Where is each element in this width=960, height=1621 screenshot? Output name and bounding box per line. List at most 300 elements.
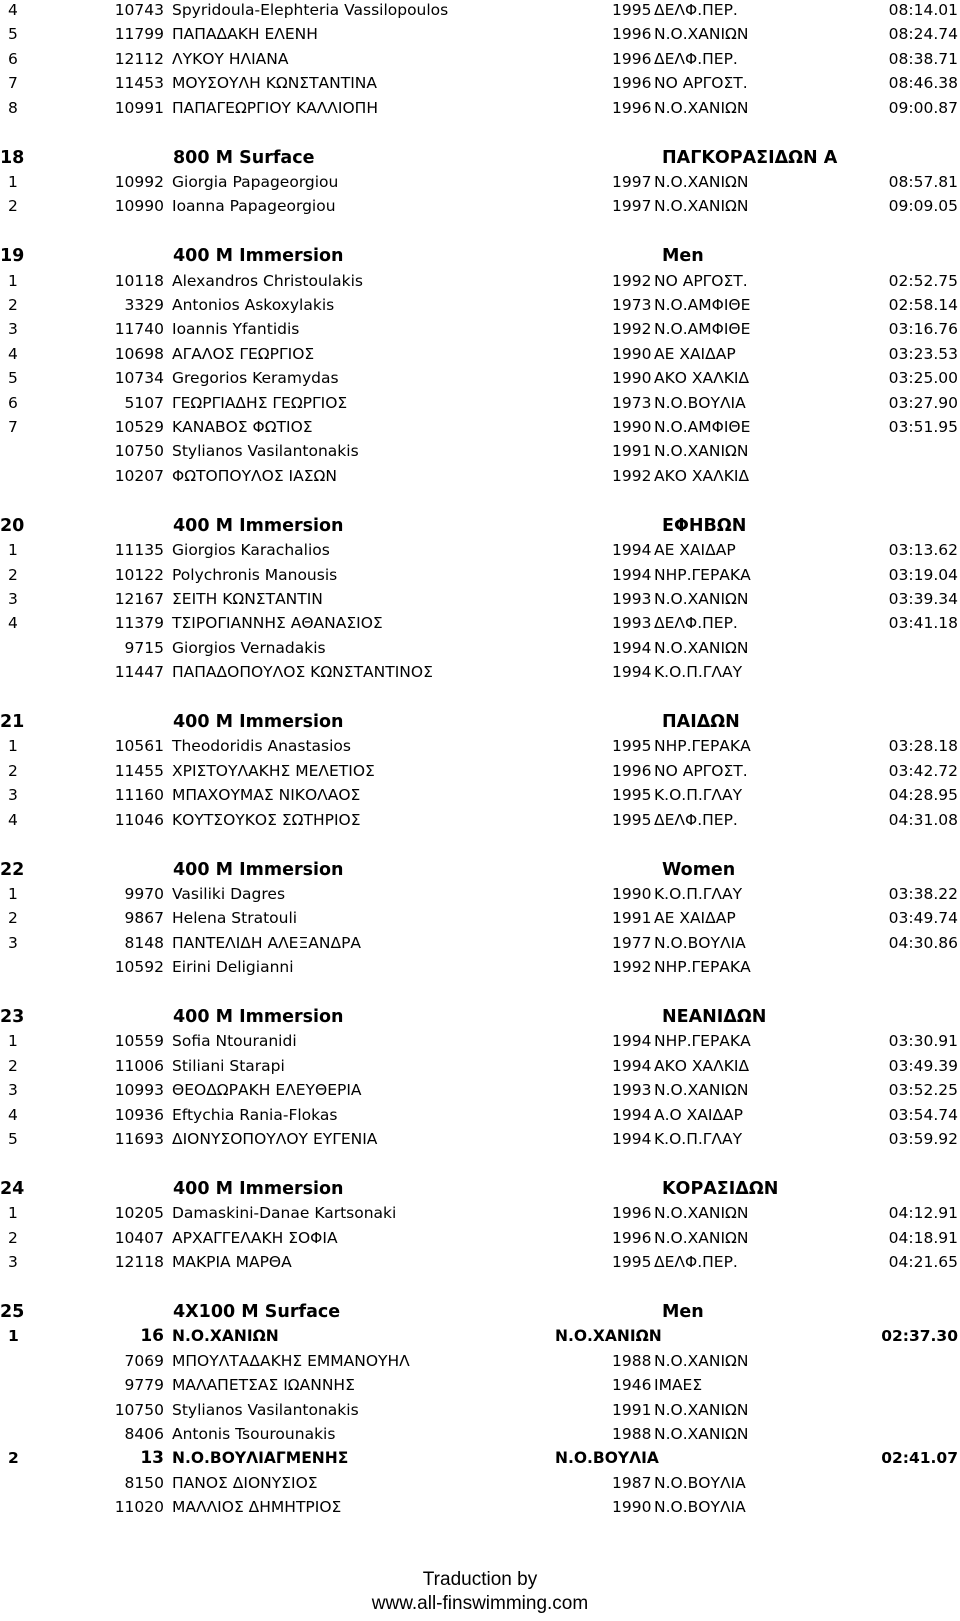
club-name: Ν.Ο.ΒΟΥΛΙΑ bbox=[654, 1498, 746, 1517]
result-time: 03:23.53 bbox=[888, 344, 958, 363]
club-name: ΔΕΛΦ.ΠΕΡ. bbox=[654, 614, 738, 633]
placing: 1 bbox=[8, 271, 18, 290]
birth-year: 1997 bbox=[612, 197, 652, 216]
club-name: ΑΕ ΧΑΙΔΑΡ bbox=[654, 541, 736, 560]
athlete-id: 10118 bbox=[114, 271, 164, 290]
athlete-id: 10990 bbox=[114, 197, 164, 216]
event-category: Men bbox=[662, 1302, 704, 1322]
result-row bbox=[0, 270, 960, 292]
footer bbox=[0, 1568, 960, 1616]
athlete-name: Giorgia Papageorgiou bbox=[172, 172, 339, 191]
birth-year: 1995 bbox=[612, 810, 652, 829]
birth-year: 1990 bbox=[612, 1498, 652, 1517]
result-time: 03:59.92 bbox=[888, 1130, 958, 1148]
club-name: ΔΕΛΦ.ΠΕΡ. bbox=[654, 810, 738, 829]
birth-year: 1995 bbox=[612, 1, 652, 19]
athlete-name: Alexandros Christoulakis bbox=[172, 271, 363, 290]
athlete-name: ΜΑΛΛΙΟΣ ΔΗΜΗΤΡΙΟΣ bbox=[172, 1498, 342, 1517]
club-name: ΝΗΡ.ΓΕΡΑΚΑ bbox=[654, 958, 751, 977]
placing: 8 bbox=[8, 98, 18, 117]
result-time: 03:13.62 bbox=[888, 541, 958, 560]
result-row bbox=[0, 1030, 960, 1052]
athlete-id: 10207 bbox=[114, 466, 164, 485]
club-name: Ν.Ο.ΧΑΝΙΩΝ bbox=[654, 172, 749, 191]
result-row bbox=[0, 1399, 960, 1421]
athlete-id: 12167 bbox=[114, 589, 164, 608]
club-name: ΝΗΡ.ΓΕΡΑΚΑ bbox=[654, 737, 751, 756]
birth-year: 1991 bbox=[612, 1400, 652, 1419]
result-row bbox=[0, 760, 960, 782]
result-row bbox=[0, 171, 960, 193]
result-time: 04:31.08 bbox=[888, 810, 958, 829]
athlete-id: 11135 bbox=[114, 541, 164, 560]
club-name: Α.Ο ΧΑΙΔΑΡ bbox=[654, 1105, 744, 1124]
club-name: Ν.Ο.ΧΑΝΙΩΝ bbox=[654, 197, 749, 216]
athlete-name: ΔΙΟΝΥΣΟΠΟΥΛΟΥ ΕΥΓΕΝΙΑ bbox=[172, 1130, 378, 1148]
club-name: Ν.Ο.ΒΟΥΛΙΑ bbox=[654, 1473, 746, 1492]
athlete-id: 11453 bbox=[114, 74, 164, 93]
athlete-name: Eirini Deligianni bbox=[172, 958, 294, 977]
birth-year: 1987 bbox=[612, 1473, 652, 1492]
event-header bbox=[0, 1301, 960, 1323]
club-name: Ν.Ο.ΧΑΝΙΩΝ bbox=[654, 1351, 749, 1370]
placing: 1 bbox=[8, 172, 18, 191]
athlete-name: Sofia Ntouranidi bbox=[172, 1032, 297, 1051]
athlete-id: 10407 bbox=[114, 1228, 164, 1247]
result-row bbox=[0, 440, 960, 462]
athlete-name: ΜΑΚΡΙΑ ΜΑΡΘΑ bbox=[172, 1253, 292, 1272]
athlete-id: 8148 bbox=[124, 933, 164, 952]
result-row bbox=[0, 97, 960, 119]
event-header bbox=[0, 1006, 960, 1028]
athlete-name: Giorgios Karachalios bbox=[172, 541, 330, 560]
placing: 1 bbox=[8, 1327, 19, 1346]
club-name: ΝΟ ΑΡΓΟΣΤ. bbox=[654, 74, 748, 93]
result-row bbox=[0, 907, 960, 929]
birth-year: 1992 bbox=[612, 320, 652, 339]
result-row bbox=[0, 539, 960, 561]
athlete-id: 10529 bbox=[114, 418, 164, 436]
athlete-id: 8150 bbox=[124, 1473, 164, 1492]
club-name: ΝΗΡ.ΓΕΡΑΚΑ bbox=[654, 1032, 751, 1051]
athlete-name: Ioannis Yfantidis bbox=[172, 320, 300, 339]
birth-year: 1996 bbox=[612, 25, 652, 44]
result-row bbox=[0, 1202, 960, 1224]
placing: 4 bbox=[8, 1, 18, 19]
birth-year: 1994 bbox=[612, 1056, 652, 1075]
athlete-name: ΑΡΧΑΓΓΕΛΑΚΗ ΣΟΦΙΑ bbox=[172, 1228, 338, 1247]
team-time: 02:41.07 bbox=[881, 1449, 958, 1468]
result-row bbox=[0, 1423, 960, 1445]
athlete-name: Antonios Askoxylakis bbox=[172, 296, 335, 314]
team-number: 13 bbox=[140, 1448, 164, 1469]
result-row bbox=[0, 1079, 960, 1101]
result-time: 04:18.91 bbox=[888, 1228, 958, 1247]
result-row bbox=[0, 1350, 960, 1372]
athlete-id: 11693 bbox=[114, 1130, 164, 1148]
birth-year: 1994 bbox=[612, 1130, 652, 1148]
result-time: 09:09.05 bbox=[888, 197, 958, 216]
event-title: 400 M Immersion bbox=[173, 859, 344, 880]
result-row bbox=[0, 956, 960, 978]
placing: 5 bbox=[8, 1130, 18, 1148]
birth-year: 1996 bbox=[612, 761, 652, 780]
placing: 3 bbox=[8, 589, 18, 608]
event-header bbox=[0, 245, 960, 267]
athlete-id: 7069 bbox=[124, 1351, 164, 1370]
birth-year: 1946 bbox=[612, 1376, 652, 1395]
club-name: Ν.Ο.ΧΑΝΙΩΝ bbox=[654, 25, 749, 44]
event-category: ΠΑΙΔΩΝ bbox=[662, 712, 740, 732]
event-title: 400 M Immersion bbox=[173, 1178, 344, 1199]
club-name: Κ.Ο.Π.ΓΛΑΥ bbox=[654, 884, 743, 903]
athlete-id: 10750 bbox=[114, 442, 164, 461]
placing: 5 bbox=[8, 369, 18, 388]
result-time: 03:42.72 bbox=[888, 761, 958, 780]
athlete-name: ΓΕΩΡΓΙΑΔΗΣ ΓΕΩΡΓΙΟΣ bbox=[172, 393, 348, 412]
birth-year: 1973 bbox=[612, 296, 652, 314]
result-row bbox=[0, 883, 960, 905]
athlete-id: 11379 bbox=[114, 614, 164, 633]
relay-team-row bbox=[0, 1447, 960, 1469]
athlete-id: 11160 bbox=[114, 786, 164, 805]
result-row bbox=[0, 294, 960, 316]
club-name: Ν.Ο.ΑΜΦΙΘΕ bbox=[654, 320, 751, 339]
event-number: 23 bbox=[0, 1007, 25, 1027]
athlete-name: Stylianos Vasilantonakis bbox=[172, 1400, 359, 1419]
placing: 6 bbox=[8, 49, 18, 68]
placing: 1 bbox=[8, 737, 18, 756]
birth-year: 1996 bbox=[612, 49, 652, 68]
result-time: 03:41.18 bbox=[888, 614, 958, 633]
birth-year: 1996 bbox=[612, 98, 652, 117]
birth-year: 1992 bbox=[612, 466, 652, 485]
placing: 2 bbox=[8, 761, 18, 780]
birth-year: 1990 bbox=[612, 344, 652, 363]
result-row bbox=[0, 48, 960, 70]
club-name: ΔΕΛΦ.ΠΕΡ. bbox=[654, 1253, 738, 1272]
athlete-id: 10559 bbox=[114, 1032, 164, 1051]
club-name: Ν.Ο.ΑΜΦΙΘΕ bbox=[654, 418, 751, 436]
placing: 4 bbox=[8, 810, 18, 829]
event-category: Women bbox=[662, 859, 736, 880]
result-row bbox=[0, 367, 960, 389]
result-row bbox=[0, 612, 960, 634]
club-name: Ν.Ο.ΧΑΝΙΩΝ bbox=[654, 442, 749, 461]
athlete-name: ΜΟΥΣΟΥΛΗ ΚΩΝΣΤΑΝΤΙΝΑ bbox=[172, 74, 377, 93]
result-row bbox=[0, 784, 960, 806]
athlete-id: 11455 bbox=[114, 761, 164, 780]
club-name: Κ.Ο.Π.ΓΛΑΥ bbox=[654, 786, 743, 805]
athlete-name: Helena Stratouli bbox=[172, 909, 298, 928]
result-row bbox=[0, 1128, 960, 1150]
athlete-name: ΤΣΙΡΟΓΙΑΝΝΗΣ ΑΘΑΝΑΣΙΟΣ bbox=[172, 614, 383, 633]
result-row bbox=[0, 661, 960, 683]
placing: 4 bbox=[8, 614, 18, 633]
athlete-name: ΧΡΙΣΤΟΥΛΑΚΗΣ ΜΕΛΕΤΙΟΣ bbox=[172, 761, 375, 780]
club-name: ΑΚΟ ΧΑΛΚΙΔ bbox=[654, 1056, 750, 1075]
placing: 3 bbox=[8, 1253, 18, 1272]
club-name: Ν.Ο.ΧΑΝΙΩΝ bbox=[654, 1081, 749, 1100]
athlete-name: ΜΠΑΧΟΥΜΑΣ ΝΙΚΟΛΑΟΣ bbox=[172, 786, 361, 805]
result-time: 03:52.25 bbox=[888, 1081, 958, 1100]
team-time: 02:37.30 bbox=[881, 1327, 958, 1346]
relay-team-row bbox=[0, 1325, 960, 1347]
athlete-id: 9867 bbox=[124, 909, 164, 928]
result-time: 03:25.00 bbox=[888, 369, 958, 388]
placing: 2 bbox=[8, 565, 18, 584]
athlete-name: ΠΑΝΤΕΛΙΔΗ ΑΛΕΞΑΝΔΡΑ bbox=[172, 933, 362, 952]
club-name: Ν.Ο.ΒΟΥΛΙΑ bbox=[654, 393, 746, 412]
club-name: Κ.Ο.Π.ΓΛΑΥ bbox=[654, 663, 743, 682]
result-time: 08:57.81 bbox=[888, 172, 958, 191]
athlete-name: Theodoridis Anastasios bbox=[172, 737, 351, 756]
result-time: 09:00.87 bbox=[888, 98, 958, 117]
athlete-name: ΠΑΠΑΔΟΠΟΥΛΟΣ ΚΩΝΣΤΑΝΤΙΝΟΣ bbox=[172, 663, 433, 682]
birth-year: 1995 bbox=[612, 1253, 652, 1272]
footer-website: www.all-finswimming.com bbox=[371, 1593, 589, 1614]
result-row bbox=[0, 0, 960, 21]
athlete-id: 10936 bbox=[114, 1105, 164, 1124]
event-header bbox=[0, 1178, 960, 1200]
birth-year: 1973 bbox=[612, 393, 652, 412]
placing: 2 bbox=[8, 197, 18, 216]
athlete-name: ΠΑΝΟΣ ΔΙΟΝΥΣΙΟΣ bbox=[172, 1473, 318, 1492]
athlete-id: 12112 bbox=[114, 49, 164, 68]
club-name: Ν.Ο.ΧΑΝΙΩΝ bbox=[654, 1228, 749, 1247]
placing: 2 bbox=[8, 296, 18, 314]
club-name: ΑΕ ΧΑΙΔΑΡ bbox=[654, 344, 736, 363]
birth-year: 1994 bbox=[612, 638, 652, 657]
athlete-name: ΜΠΟΥΛΤΑΔΑΚΗΣ ΕΜΜΑΝΟΥΗΛ bbox=[172, 1351, 410, 1370]
event-title: 400 M Immersion bbox=[173, 712, 344, 732]
result-row bbox=[0, 343, 960, 365]
event-category: Men bbox=[662, 246, 704, 267]
result-time: 04:12.91 bbox=[888, 1204, 958, 1223]
event-title: 400 M Immersion bbox=[173, 246, 344, 267]
result-time: 08:46.38 bbox=[888, 74, 958, 93]
birth-year: 1990 bbox=[612, 369, 652, 388]
event-number: 25 bbox=[0, 1302, 25, 1322]
birth-year: 1993 bbox=[612, 614, 652, 633]
event-number: 22 bbox=[0, 859, 25, 880]
placing: 4 bbox=[8, 344, 18, 363]
athlete-id: 11447 bbox=[114, 663, 164, 682]
placing: 5 bbox=[8, 25, 18, 44]
athlete-name: ΚΑΝΑΒΟΣ ΦΩΤΙΟΣ bbox=[172, 418, 313, 436]
event-number: 18 bbox=[0, 147, 25, 168]
result-time: 03:54.74 bbox=[888, 1105, 958, 1124]
result-time: 03:38.22 bbox=[888, 884, 958, 903]
club-name: ΙΜΑΕΣ bbox=[654, 1376, 703, 1395]
placing: 3 bbox=[8, 320, 18, 339]
birth-year: 1993 bbox=[612, 589, 652, 608]
placing: 2 bbox=[8, 1449, 19, 1468]
club-name: Ν.Ο.ΧΑΝΙΩΝ bbox=[654, 1425, 749, 1443]
athlete-name: ΜΑΛΑΠΕΤΣΑΣ ΙΩΑΝΝΗΣ bbox=[172, 1376, 355, 1395]
event-title: 400 M Immersion bbox=[173, 1007, 344, 1027]
birth-year: 1994 bbox=[612, 541, 652, 560]
event-title: 400 M Immersion bbox=[173, 515, 344, 536]
athlete-name: Polychronis Manousis bbox=[172, 565, 338, 584]
event-category: ΚΟΡΑΣΙΔΩΝ bbox=[662, 1178, 779, 1199]
athlete-id: 11006 bbox=[114, 1056, 164, 1075]
result-row bbox=[0, 23, 960, 45]
club-name: ΔΕΛΦ.ΠΕΡ. bbox=[654, 1, 738, 19]
result-row bbox=[0, 318, 960, 340]
athlete-name: ΘΕΟΔΩΡΑΚΗ ΕΛΕΥΘΕΡΙΑ bbox=[172, 1081, 362, 1100]
birth-year: 1991 bbox=[612, 442, 652, 461]
team-club: Ν.Ο.ΒΟΥΛΙΑ bbox=[555, 1449, 659, 1468]
result-row bbox=[0, 1496, 960, 1518]
athlete-id: 5107 bbox=[124, 393, 164, 412]
birth-year: 1994 bbox=[612, 1032, 652, 1051]
birth-year: 1996 bbox=[612, 74, 652, 93]
result-row bbox=[0, 465, 960, 487]
athlete-name: ΠΑΠΑΔΑΚΗ ΕΛΕΝΗ bbox=[172, 25, 318, 44]
birth-year: 1997 bbox=[612, 172, 652, 191]
club-name: ΑΚΟ ΧΑΛΚΙΔ bbox=[654, 466, 750, 485]
birth-year: 1992 bbox=[612, 271, 652, 290]
athlete-name: ΑΓΑΛΟΣ ΓΕΩΡΓΙΟΣ bbox=[172, 344, 315, 363]
result-row bbox=[0, 1055, 960, 1077]
event-header bbox=[0, 515, 960, 537]
club-name: Ν.Ο.ΧΑΝΙΩΝ bbox=[654, 589, 749, 608]
result-time: 02:58.14 bbox=[888, 296, 958, 314]
result-row bbox=[0, 195, 960, 217]
result-row bbox=[0, 1251, 960, 1273]
result-row bbox=[0, 809, 960, 831]
athlete-id: 10592 bbox=[114, 958, 164, 977]
team-number: 16 bbox=[140, 1326, 164, 1347]
athlete-name: Stylianos Vasilantonakis bbox=[172, 442, 359, 461]
event-number: 24 bbox=[0, 1178, 25, 1199]
result-row bbox=[0, 1227, 960, 1249]
athlete-name: ΛΥΚΟΥ ΗΛΙΑΝΑ bbox=[172, 49, 289, 68]
event-number: 19 bbox=[0, 246, 25, 267]
athlete-id: 10561 bbox=[114, 737, 164, 756]
result-row bbox=[0, 588, 960, 610]
placing: 3 bbox=[8, 1081, 18, 1100]
club-name: ΑΚΟ ΧΑΛΚΙΔ bbox=[654, 369, 750, 388]
birth-year: 1991 bbox=[612, 909, 652, 928]
event-category: ΠΑΓΚΟΡΑΣΙΔΩΝ Α bbox=[662, 147, 838, 168]
club-name: ΑΕ ΧΑΙΔΑΡ bbox=[654, 909, 736, 928]
athlete-name: Ioanna Papageorgiou bbox=[172, 197, 336, 216]
footer-credit: Traduction by bbox=[422, 1569, 538, 1590]
result-row bbox=[0, 416, 960, 438]
event-header bbox=[0, 859, 960, 881]
team-name: Ν.Ο.ΒΟΥΛΙΑΓΜΕΝΗΣ bbox=[172, 1449, 349, 1468]
placing: 7 bbox=[8, 74, 18, 93]
team-club: Ν.Ο.ΧΑΝΙΩΝ bbox=[555, 1327, 662, 1346]
athlete-id: 10122 bbox=[114, 565, 164, 584]
birth-year: 1977 bbox=[612, 933, 652, 952]
birth-year: 1994 bbox=[612, 663, 652, 682]
club-name: Ν.Ο.ΧΑΝΙΩΝ bbox=[654, 1400, 749, 1419]
athlete-id: 8406 bbox=[124, 1425, 164, 1443]
result-time: 03:28.18 bbox=[888, 737, 958, 756]
athlete-id: 9779 bbox=[124, 1376, 164, 1395]
result-time: 03:39.34 bbox=[888, 589, 958, 608]
athlete-id: 9970 bbox=[124, 884, 164, 903]
athlete-name: Gregorios Keramydas bbox=[172, 369, 339, 388]
result-row bbox=[0, 392, 960, 414]
placing: 3 bbox=[8, 933, 18, 952]
result-time: 03:49.74 bbox=[888, 909, 958, 928]
athlete-id: 10993 bbox=[114, 1081, 164, 1100]
result-time: 02:52.75 bbox=[888, 271, 958, 290]
event-title: 800 M Surface bbox=[173, 147, 315, 168]
event-title: 4X100 M Surface bbox=[173, 1302, 341, 1322]
athlete-name: ΚΟΥΤΣΟΥΚΟΣ ΣΩΤΗΡΙΟΣ bbox=[172, 810, 361, 829]
athlete-id: 11046 bbox=[114, 810, 164, 829]
result-time: 03:49.39 bbox=[888, 1056, 958, 1075]
athlete-name: Damaskini-Danae Kartsonaki bbox=[172, 1204, 397, 1223]
athlete-id: 10205 bbox=[114, 1204, 164, 1223]
club-name: Ν.Ο.ΒΟΥΛΙΑ bbox=[654, 933, 746, 952]
club-name: ΝΟ ΑΡΓΟΣΤ. bbox=[654, 761, 748, 780]
birth-year: 1996 bbox=[612, 1228, 652, 1247]
athlete-name: ΦΩΤΟΠΟΥΛΟΣ ΙΑΣΩΝ bbox=[172, 466, 337, 485]
athlete-id: 10992 bbox=[114, 172, 164, 191]
athlete-name: Giorgios Vernadakis bbox=[172, 638, 326, 657]
result-row bbox=[0, 637, 960, 659]
club-name: ΔΕΛΦ.ΠΕΡ. bbox=[654, 49, 738, 68]
athlete-id: 11799 bbox=[114, 25, 164, 44]
event-header bbox=[0, 147, 960, 169]
result-time: 08:38.71 bbox=[888, 49, 958, 68]
event-category: ΝΕΑΝΙΔΩΝ bbox=[662, 1007, 767, 1027]
athlete-id: 11740 bbox=[114, 320, 164, 339]
athlete-id: 3329 bbox=[124, 296, 164, 314]
athlete-id: 10750 bbox=[114, 1400, 164, 1419]
placing: 4 bbox=[8, 1105, 18, 1124]
athlete-name: Spyridoula-Elephteria Vassilopoulos bbox=[172, 1, 449, 19]
placing: 1 bbox=[8, 884, 18, 903]
club-name: Ν.Ο.ΧΑΝΙΩΝ bbox=[654, 98, 749, 117]
athlete-id: 10734 bbox=[114, 369, 164, 388]
result-row bbox=[0, 735, 960, 757]
placing: 2 bbox=[8, 909, 18, 928]
club-name: ΝΟ ΑΡΓΟΣΤ. bbox=[654, 271, 748, 290]
birth-year: 1996 bbox=[612, 1204, 652, 1223]
birth-year: 1988 bbox=[612, 1425, 652, 1443]
athlete-id: 9715 bbox=[124, 638, 164, 657]
result-row bbox=[0, 1104, 960, 1126]
birth-year: 1988 bbox=[612, 1351, 652, 1370]
result-row bbox=[0, 1472, 960, 1494]
athlete-name: ΠΑΠΑΓΕΩΡΓΙΟΥ ΚΑΛΛΙΟΠΗ bbox=[172, 98, 378, 117]
athlete-id: 11020 bbox=[114, 1498, 164, 1517]
result-time: 03:51.95 bbox=[888, 418, 958, 436]
athlete-name: Eftychia Rania-Flokas bbox=[172, 1105, 338, 1124]
result-time: 04:21.65 bbox=[888, 1253, 958, 1272]
placing: 2 bbox=[8, 1228, 18, 1247]
birth-year: 1992 bbox=[612, 958, 652, 977]
result-time: 04:28.95 bbox=[888, 786, 958, 805]
athlete-id: 10698 bbox=[114, 344, 164, 363]
birth-year: 1990 bbox=[612, 884, 652, 903]
result-row bbox=[0, 564, 960, 586]
athlete-name: Vasiliki Dagres bbox=[172, 884, 286, 903]
birth-year: 1995 bbox=[612, 786, 652, 805]
result-time: 08:14.01 bbox=[888, 1, 958, 19]
club-name: Ν.Ο.ΧΑΝΙΩΝ bbox=[654, 638, 749, 657]
placing: 1 bbox=[8, 541, 18, 560]
placing: 7 bbox=[8, 418, 18, 436]
athlete-name: Antonis Tsourounakis bbox=[172, 1425, 336, 1443]
